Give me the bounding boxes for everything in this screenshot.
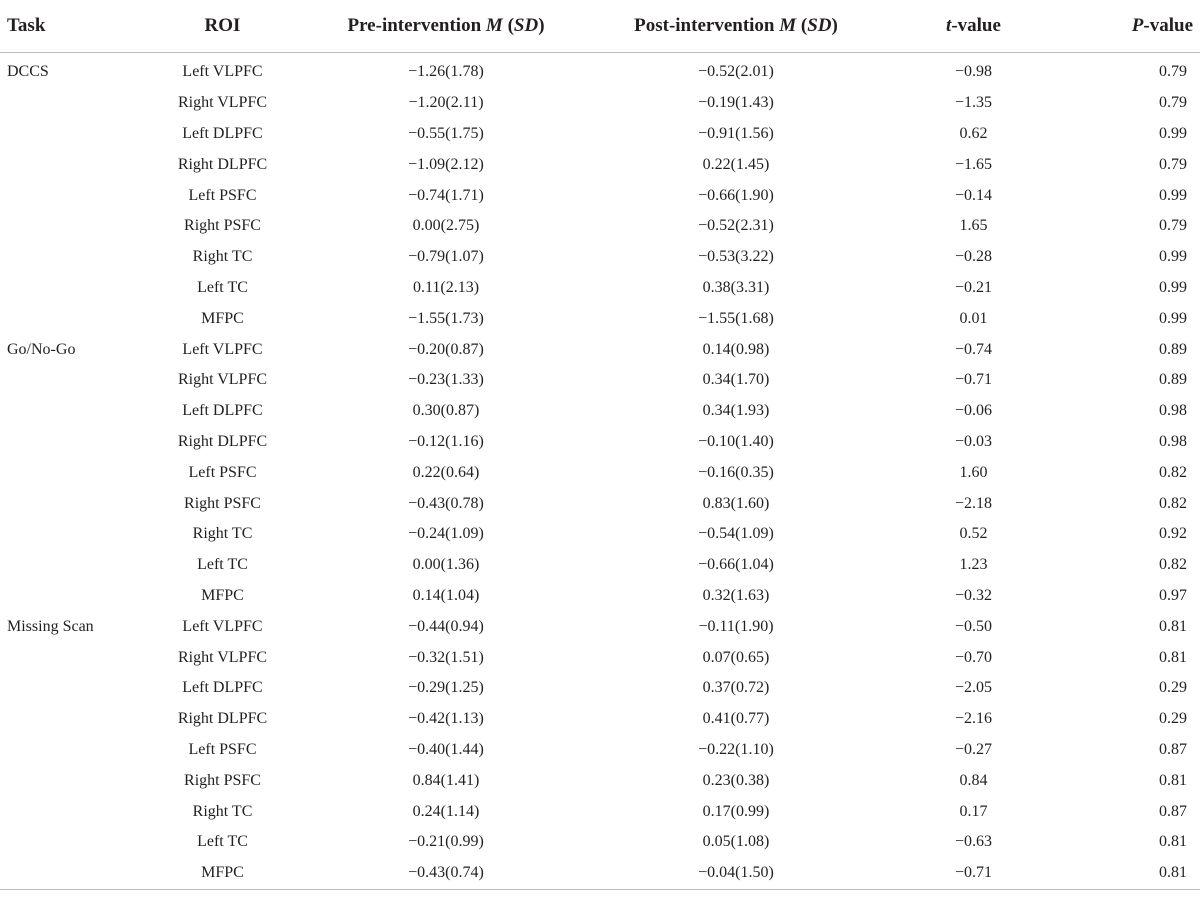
cell-roi: Right VLPFC — [177, 94, 268, 112]
cell-roi: Left TC — [197, 833, 248, 851]
cell-t-value: −0.06 — [954, 402, 993, 420]
cell-t-value: −2.18 — [954, 494, 993, 512]
cell-roi: MFPC — [201, 586, 244, 604]
header-post-open: ( — [796, 15, 808, 36]
cell-p-value: 0.79 — [1159, 94, 1187, 112]
cell-t-value: −0.27 — [954, 740, 993, 758]
cell-p-value: 0.29 — [1159, 710, 1187, 728]
table-row — [0, 796, 1200, 827]
cell-p-value: 0.81 — [1159, 648, 1187, 666]
header-row — [0, 0, 1200, 53]
cell-post-intervention: −0.52(2.31) — [698, 217, 774, 235]
cell-t-value: 0.01 — [959, 309, 988, 327]
header-post-close: ) — [831, 15, 838, 36]
cell-roi: MFPC — [201, 309, 244, 327]
cell-roi: Left TC — [197, 278, 248, 296]
cell-post-intervention: 0.05(1.08) — [702, 833, 770, 851]
cell-t-value: 1.23 — [959, 556, 988, 574]
cell-p-value: 0.29 — [1159, 679, 1187, 697]
table-row — [0, 149, 1200, 180]
table-row — [0, 581, 1200, 612]
table-row — [0, 550, 1200, 581]
table-row — [0, 611, 1200, 642]
cell-p-value: 0.87 — [1159, 740, 1187, 758]
cell-roi: Right DLPFC — [177, 155, 268, 173]
cell-roi: Left PSFC — [188, 186, 257, 204]
table-row — [0, 427, 1200, 458]
cell-task — [0, 642, 135, 673]
cell-t-value: 0.17 — [959, 802, 988, 820]
header-post-intervention — [582, 0, 890, 53]
table-row — [0, 396, 1200, 427]
cell-roi: Left DLPFC — [182, 679, 263, 697]
header-pre-close: ) — [538, 15, 545, 36]
cell-t-value: −0.28 — [954, 248, 993, 266]
cell-roi: Left PSFC — [188, 740, 257, 758]
cell-p-value: 0.98 — [1159, 402, 1187, 420]
header-pre-prefix: Pre-intervention — [347, 15, 486, 36]
cell-t-value: 1.65 — [959, 217, 988, 235]
header-post-sd: SD — [807, 15, 832, 36]
cell-t-value: −0.74 — [954, 340, 993, 358]
table-header — [0, 0, 1200, 53]
cell-p-value: 0.79 — [1159, 63, 1187, 81]
cell-roi: Right TC — [192, 248, 253, 266]
cell-post-intervention: 0.07(0.65) — [702, 648, 770, 666]
table-row — [0, 273, 1200, 304]
cell-roi: Right DLPFC — [177, 710, 268, 728]
cell-p-value: 0.98 — [1159, 432, 1187, 450]
cell-task — [0, 519, 135, 550]
table-row — [0, 827, 1200, 858]
cell-pre-intervention: −0.55(1.75) — [408, 124, 484, 142]
cell-task — [0, 765, 135, 796]
table-row — [0, 704, 1200, 735]
cell-pre-intervention: −0.40(1.44) — [408, 740, 484, 758]
cell-post-intervention: 0.41(0.77) — [702, 710, 770, 728]
cell-roi: Right PSFC — [184, 494, 261, 512]
cell-pre-intervention: 0.24(1.14) — [412, 802, 480, 820]
cell-roi: Right TC — [192, 525, 253, 543]
table-body — [0, 53, 1200, 890]
cell-t-value: −0.21 — [954, 278, 993, 296]
cell-post-intervention: −0.16(0.35) — [698, 463, 774, 481]
cell-pre-intervention: −0.43(0.74) — [310, 858, 582, 889]
cell-t-value: 0.62 — [959, 124, 988, 142]
cell-post-intervention: −0.53(3.22) — [698, 248, 774, 266]
cell-pre-intervention: −1.26(1.78) — [408, 63, 484, 81]
cell-post-intervention: 0.23(0.38) — [702, 771, 770, 789]
header-p-value — [1057, 0, 1200, 53]
cell-t-value: −0.32 — [954, 586, 993, 604]
cell-roi: MFPC — [135, 858, 310, 889]
cell-task — [0, 827, 135, 858]
cell-post-intervention: −0.10(1.40) — [698, 432, 774, 450]
header-t-value — [890, 0, 1057, 53]
table-row — [0, 765, 1200, 796]
cell-roi: Left DLPFC — [182, 124, 263, 142]
table-row — [0, 673, 1200, 704]
cell-p-value: 0.81 — [1057, 858, 1200, 889]
cell-t-value: −0.98 — [954, 63, 993, 81]
cell-t-value: −0.70 — [954, 648, 993, 666]
cell-post-intervention: 0.17(0.99) — [702, 802, 770, 820]
cell-task — [0, 273, 135, 304]
cell-task: DCCS — [7, 63, 49, 81]
cell-t-value: −2.16 — [954, 710, 993, 728]
cell-t-value: −0.63 — [954, 833, 993, 851]
cell-roi: Right PSFC — [184, 217, 261, 235]
cell-task — [0, 796, 135, 827]
table-row — [0, 457, 1200, 488]
header-p-italic: P — [1131, 15, 1144, 36]
cell-task: Go/No-Go — [7, 340, 76, 358]
cell-task — [0, 581, 135, 612]
cell-t-value: −0.71 — [890, 858, 1057, 889]
cell-p-value: 0.99 — [1159, 248, 1187, 266]
cell-task — [0, 858, 135, 889]
cell-pre-intervention: 0.14(1.04) — [412, 586, 480, 604]
table-row — [0, 211, 1200, 242]
cell-task — [0, 149, 135, 180]
cell-roi: Right VLPFC — [177, 371, 268, 389]
cell-pre-intervention: −1.09(2.12) — [408, 155, 484, 173]
header-t-italic: t — [946, 15, 952, 36]
cell-post-intervention: −1.55(1.68) — [698, 309, 774, 327]
cell-roi: Left VLPFC — [182, 340, 263, 358]
cell-roi: Left VLPFC — [182, 63, 263, 81]
cell-p-value: 0.82 — [1159, 463, 1187, 481]
cell-roi: Left DLPFC — [182, 402, 263, 420]
cell-pre-intervention: −0.79(1.07) — [408, 248, 484, 266]
cell-pre-intervention: −0.24(1.09) — [408, 525, 484, 543]
cell-roi: Right VLPFC — [177, 648, 268, 666]
cell-p-value: 0.87 — [1159, 802, 1187, 820]
cell-pre-intervention: −0.29(1.25) — [408, 679, 484, 697]
cell-post-intervention: −0.19(1.43) — [698, 94, 774, 112]
header-p-rest: -value — [1143, 15, 1193, 36]
cell-pre-intervention: 0.11(2.13) — [412, 278, 480, 296]
cell-t-value: −1.35 — [954, 94, 993, 112]
header-pre-m: M — [485, 15, 503, 36]
table-row — [0, 642, 1200, 673]
cell-p-value: 0.79 — [1159, 155, 1187, 173]
table-row — [0, 334, 1200, 365]
cell-pre-intervention: −0.44(0.94) — [408, 617, 484, 635]
cell-post-intervention: 0.32(1.63) — [702, 586, 770, 604]
cell-pre-intervention: 0.84(1.41) — [412, 771, 480, 789]
cell-pre-intervention: −0.43(0.78) — [408, 494, 484, 512]
cell-post-intervention: 0.14(0.98) — [702, 340, 770, 358]
cell-pre-intervention: −0.12(1.16) — [408, 432, 484, 450]
cell-roi: Left VLPFC — [182, 617, 263, 635]
cell-task — [0, 396, 135, 427]
header-post-prefix: Post-intervention — [634, 15, 780, 36]
cell-task — [0, 180, 135, 211]
cell-p-value: 0.99 — [1159, 278, 1187, 296]
cell-pre-intervention: −1.20(2.11) — [408, 94, 484, 112]
cell-p-value: 0.89 — [1159, 371, 1187, 389]
cell-post-intervention: 0.34(1.93) — [702, 402, 770, 420]
table-row — [0, 53, 1200, 88]
cell-pre-intervention: −0.23(1.33) — [408, 371, 484, 389]
table-row — [0, 180, 1200, 211]
cell-pre-intervention: 0.00(1.36) — [412, 556, 480, 574]
cell-roi: Right PSFC — [184, 771, 261, 789]
header-roi: ROI — [135, 0, 310, 53]
cell-p-value: 0.97 — [1159, 586, 1187, 604]
cell-post-intervention: −0.66(1.90) — [698, 186, 774, 204]
cell-task — [0, 242, 135, 273]
cell-p-value: 0.81 — [1159, 833, 1187, 851]
cell-pre-intervention: 0.30(0.87) — [412, 402, 480, 420]
table-row — [0, 119, 1200, 150]
cell-p-value: 0.99 — [1159, 124, 1187, 142]
cell-pre-intervention: −1.55(1.73) — [408, 309, 484, 327]
cell-task — [0, 673, 135, 704]
cell-pre-intervention: −0.42(1.13) — [408, 710, 484, 728]
cell-post-intervention: 0.38(3.31) — [702, 278, 770, 296]
cell-pre-intervention: −0.20(0.87) — [408, 340, 484, 358]
header-pre-sd: SD — [513, 15, 539, 36]
cell-p-value: 0.82 — [1159, 494, 1187, 512]
cell-post-intervention: −0.11(1.90) — [698, 617, 774, 635]
table-row — [0, 303, 1200, 334]
cell-task — [0, 119, 135, 150]
cell-post-intervention: −0.52(2.01) — [698, 63, 774, 81]
cell-t-value: 0.52 — [959, 525, 988, 543]
cell-t-value: −0.71 — [954, 371, 993, 389]
cell-task — [0, 488, 135, 519]
cell-t-value: −2.05 — [954, 679, 993, 697]
cell-roi: Left TC — [197, 556, 248, 574]
cell-post-intervention: −0.04(1.50) — [582, 858, 890, 889]
cell-post-intervention: −0.91(1.56) — [698, 124, 774, 142]
cell-task: Missing Scan — [7, 617, 94, 635]
cell-pre-intervention: −0.74(1.71) — [408, 186, 484, 204]
cell-task — [0, 735, 135, 766]
cell-pre-intervention: −0.21(0.99) — [408, 833, 484, 851]
cell-p-value: 0.99 — [1159, 186, 1187, 204]
cell-t-value: −0.03 — [954, 432, 993, 450]
table-row — [0, 488, 1200, 519]
cell-post-intervention: −0.54(1.09) — [698, 525, 774, 543]
cell-t-value: 1.60 — [959, 463, 988, 481]
cell-p-value: 0.99 — [1159, 309, 1187, 327]
cell-task — [0, 457, 135, 488]
cell-post-intervention: 0.22(1.45) — [702, 155, 770, 173]
cell-post-intervention: 0.34(1.70) — [702, 371, 770, 389]
cell-post-intervention: −0.66(1.04) — [698, 556, 774, 574]
cell-roi: Left PSFC — [188, 463, 257, 481]
table-row — [0, 519, 1200, 550]
cell-task — [0, 211, 135, 242]
cell-pre-intervention: 0.22(0.64) — [412, 463, 480, 481]
table-row — [0, 858, 1200, 889]
cell-t-value: −1.65 — [954, 155, 993, 173]
cell-roi: Right TC — [192, 802, 253, 820]
cell-p-value: 0.92 — [1159, 525, 1187, 543]
table-row — [0, 365, 1200, 396]
header-pre-intervention — [310, 0, 582, 53]
cell-p-value: 0.89 — [1159, 340, 1187, 358]
cell-roi: Right DLPFC — [177, 432, 268, 450]
table-row — [0, 88, 1200, 119]
cell-post-intervention: 0.37(0.72) — [702, 679, 770, 697]
cell-t-value: −0.50 — [954, 617, 993, 635]
cell-p-value: 0.81 — [1159, 617, 1187, 635]
cell-pre-intervention: 0.00(2.75) — [412, 217, 480, 235]
cell-task — [0, 704, 135, 735]
cell-post-intervention: −0.22(1.10) — [698, 740, 774, 758]
cell-t-value: 0.84 — [959, 771, 988, 789]
header-pre-open: ( — [502, 15, 514, 36]
cell-p-value: 0.81 — [1159, 771, 1187, 789]
header-task: Task — [0, 0, 135, 53]
cell-task — [0, 88, 135, 119]
cell-p-value: 0.82 — [1159, 556, 1187, 574]
cell-t-value: −0.14 — [954, 186, 993, 204]
cell-task — [0, 427, 135, 458]
table-row — [0, 242, 1200, 273]
cell-task — [0, 365, 135, 396]
cell-p-value: 0.79 — [1159, 217, 1187, 235]
cell-post-intervention: 0.83(1.60) — [702, 494, 770, 512]
cell-task — [0, 303, 135, 334]
cell-task — [0, 550, 135, 581]
table-row — [0, 735, 1200, 766]
header-t-rest: -value — [951, 15, 1001, 36]
cell-pre-intervention: −0.32(1.51) — [408, 648, 484, 666]
header-post-m: M — [779, 15, 797, 36]
